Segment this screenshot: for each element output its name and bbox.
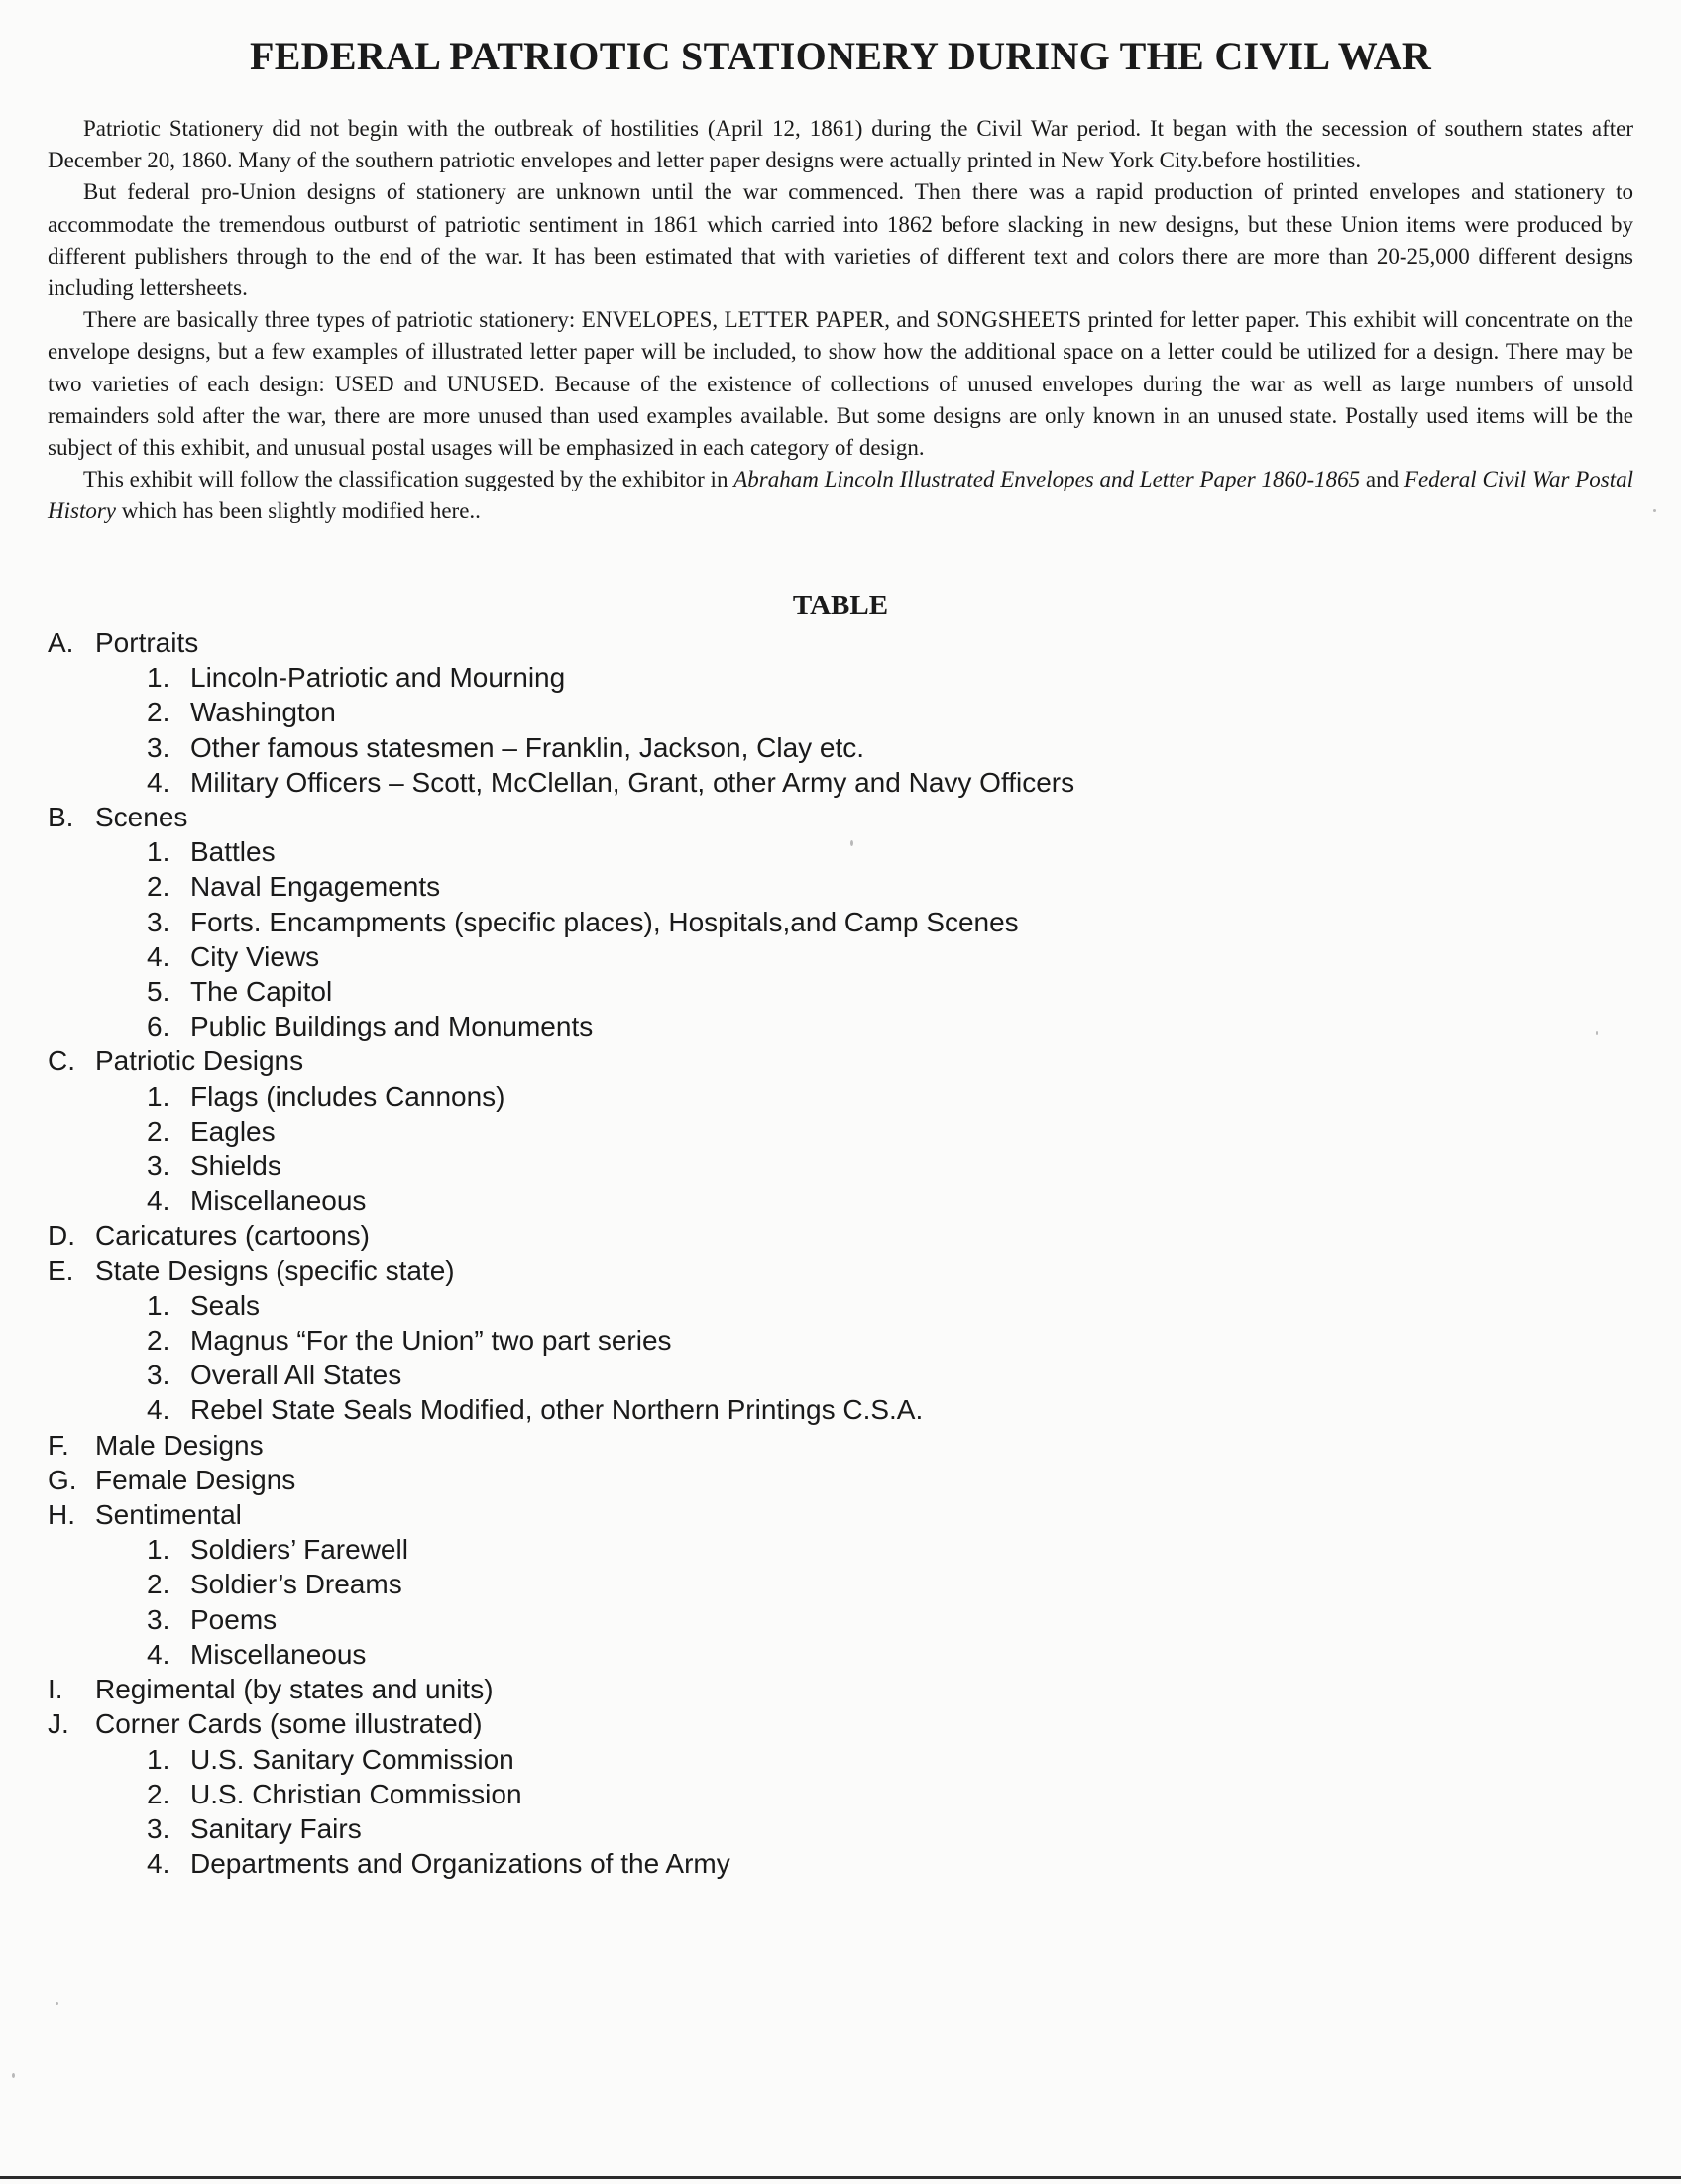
section-heading [48, 1497, 1633, 1532]
section-heading [48, 800, 1633, 834]
item-label: Departments and Organizations of the Army [190, 1848, 730, 1880]
item-label: Sanitary Fairs [190, 1812, 362, 1844]
list-item [48, 1323, 1633, 1358]
section-marker: D. [48, 1220, 75, 1252]
scan-speck [1653, 509, 1656, 512]
section-label: Scenes [95, 802, 188, 833]
item-label: Soldiers’ Farewell [190, 1534, 408, 1566]
item-number: 2. [147, 871, 170, 903]
item-label: Overall All States [190, 1360, 402, 1391]
item-number: 1. [147, 1080, 170, 1112]
section-label: State Designs (specific state) [95, 1255, 455, 1286]
subsection-list [48, 1532, 1633, 1672]
subsection-list [48, 1288, 1633, 1428]
list-item [48, 939, 1633, 974]
item-number: 4. [147, 766, 170, 798]
subsection-list [48, 834, 1633, 1043]
item-number: 3. [147, 731, 170, 763]
intro-paragraph: But federal pro-Union designs of stationery are unknown until the war commenced. Then there was a rapid production of printed envelopes and stationery to accommodate the tremendous outburst of patriotic sentiment in 1861 which carried into 1862 before slacking in new designs, but these Union items were produced by different publishers through to the end of the war. It has been estimated that with varieties of different text and colors there are more than 20-25,000 different designs including lettersheets. [48, 179, 1633, 301]
list-item [48, 905, 1633, 939]
list-item [48, 1567, 1633, 1601]
table-heading: TABLE [792, 590, 889, 621]
item-label: Naval Engagements [190, 871, 441, 903]
section-marker: C. [48, 1045, 75, 1077]
subsection-list [48, 660, 1633, 800]
item-label: Flags (includes Cannons) [190, 1080, 505, 1112]
item-label: U.S. Christian Commission [190, 1778, 522, 1809]
scan-speck [1596, 1031, 1598, 1035]
outline-section [48, 1497, 1633, 1672]
item-number: 2. [147, 1115, 170, 1147]
list-item [48, 1532, 1633, 1567]
item-label: Other famous statesmen – Franklin, Jackson, Clay etc. [190, 731, 865, 763]
item-number: 3. [147, 1603, 170, 1635]
item-number: 2. [147, 697, 170, 728]
outline-section [48, 1254, 1633, 1428]
scan-speck [850, 840, 853, 846]
section-heading [48, 1428, 1633, 1463]
item-label: Poems [190, 1603, 278, 1635]
subsection-list [48, 1742, 1633, 1882]
item-label: Miscellaneous [190, 1185, 367, 1217]
list-item [48, 1009, 1633, 1043]
item-number: 3. [147, 906, 170, 937]
section-marker: G. [48, 1464, 77, 1495]
list-item [48, 1846, 1633, 1881]
page-title: FEDERAL PATRIOTIC STATIONERY DURING THE CIVIL WAR [249, 34, 1432, 78]
subsection-list [48, 1079, 1633, 1219]
item-label: U.S. Sanitary Commission [190, 1743, 514, 1775]
list-item [48, 1742, 1633, 1777]
item-label: Battles [190, 836, 276, 868]
book-title: Federal Civil War Postal History [48, 467, 1633, 524]
section-heading [48, 1043, 1633, 1078]
list-item [48, 1183, 1633, 1218]
list-item [48, 834, 1633, 869]
item-number: 3. [147, 1360, 170, 1391]
section-label: Caricatures (cartoons) [95, 1220, 370, 1252]
section-label: Regimental (by states and units) [95, 1674, 494, 1705]
item-label: Lincoln-Patriotic and Mourning [190, 662, 566, 694]
outline-section [48, 1672, 1633, 1706]
item-label: Magnus “For the Union” two part series [190, 1325, 672, 1357]
section-marker: E. [48, 1255, 74, 1286]
section-marker: B. [48, 802, 74, 833]
item-number: 1. [147, 836, 170, 868]
item-number: 3. [147, 1812, 170, 1844]
section-heading [48, 1218, 1633, 1253]
item-label: Seals [190, 1289, 261, 1321]
list-item [48, 1777, 1633, 1811]
item-number: 4. [147, 1848, 170, 1880]
item-number: 4. [147, 1185, 170, 1217]
item-label: Rebel State Seals Modified, other Northern Printings C.S.A. [190, 1394, 924, 1426]
section-heading [48, 625, 1633, 660]
section-heading [48, 1672, 1633, 1706]
section-marker: H. [48, 1499, 75, 1531]
item-label: Miscellaneous [190, 1638, 367, 1670]
item-label: Eagles [190, 1115, 276, 1147]
item-number: 2. [147, 1569, 170, 1600]
list-item [48, 1637, 1633, 1672]
section-heading [48, 1254, 1633, 1288]
item-label: Washington [190, 697, 336, 728]
section-marker: A. [48, 627, 74, 658]
section-marker: J. [48, 1708, 69, 1740]
section-label: Male Designs [95, 1429, 264, 1461]
outline-section [48, 1706, 1633, 1881]
item-label: Military Officers – Scott, McClellan, Grant, other Army and Navy Officers [190, 766, 1075, 798]
item-label: Soldier’s Dreams [190, 1569, 402, 1600]
intro-text [48, 113, 1633, 528]
item-number: 6. [147, 1011, 170, 1042]
list-item [48, 1288, 1633, 1323]
item-number: 1. [147, 1289, 170, 1321]
paragraph-text: and [1360, 467, 1404, 492]
list-item [48, 1079, 1633, 1114]
list-item [48, 660, 1633, 695]
item-label: City Views [190, 940, 320, 972]
section-marker: F. [48, 1429, 69, 1461]
list-item [48, 1392, 1633, 1427]
item-number: 4. [147, 1638, 170, 1670]
intro-paragraph: There are basically three types of patriotic stationery: ENVELOPES, LETTER PAPER, and SONGSHEETS printed for letter paper. This exhibit will concentrate on the envelope designs, but a few examples of illustrated letter paper will be included, to show how the additional space on a letter could be utilized for a design. There may be two varieties of each design: USED and UNUSED. Because of the existence of collections of unused envelopes during the war as well as large numbers of unsold remainders sold after the war, there are more unused than used examples available. But some designs are only known in an unused state. Postally used items will be the subject of this exhibit, and unusual postal usages will be emphasized in each category of design. [48, 307, 1633, 461]
item-number: 2. [147, 1778, 170, 1809]
item-label: Forts. Encampments (specific places), Hospitals,and Camp Scenes [190, 906, 1019, 937]
scan-speck [12, 2073, 15, 2078]
item-label: The Capitol [190, 976, 333, 1008]
list-item [48, 695, 1633, 729]
book-title: Abraham Lincoln Illustrated Envelopes and Letter Paper 1860-1865 [733, 467, 1361, 492]
list-item [48, 1358, 1633, 1392]
section-label: Female Designs [95, 1464, 296, 1495]
outline-section [48, 1428, 1633, 1463]
item-number: 4. [147, 1394, 170, 1426]
paragraph-text: This exhibit will follow the classification suggested by the exhibitor in [83, 467, 734, 492]
paragraph-text: which has been slightly modified here.. [116, 498, 481, 524]
list-item [48, 730, 1633, 765]
item-label: Public Buildings and Monuments [190, 1011, 594, 1042]
section-marker: I. [48, 1674, 63, 1705]
section-label: Patriotic Designs [95, 1045, 304, 1077]
item-number: 1. [147, 1534, 170, 1566]
intro-paragraph [48, 464, 1633, 527]
list-item [48, 765, 1633, 800]
outline-section [48, 1218, 1633, 1253]
section-label: Portraits [95, 627, 199, 658]
list-item [48, 974, 1633, 1009]
classification-outline [48, 625, 1633, 1881]
section-label: Sentimental [95, 1499, 242, 1531]
section-heading [48, 1706, 1633, 1741]
section-heading [48, 1463, 1633, 1497]
outline-section [48, 800, 1633, 1043]
section-label: Corner Cards (some illustrated) [95, 1708, 483, 1740]
list-item [48, 869, 1633, 904]
item-number: 1. [147, 662, 170, 694]
item-number: 5. [147, 976, 170, 1008]
item-number: 4. [147, 940, 170, 972]
item-number: 3. [147, 1150, 170, 1182]
page-bottom-edge [0, 2176, 1681, 2179]
intro-paragraph: Patriotic Stationery did not begin with the outbreak of hostilities (April 12, 1861) during the Civil War period. It began with the secession of southern states after December 20, 1860. Many of the southern patriotic envelopes and letter paper designs were actually printed in New York City.before hostilities. [48, 116, 1633, 173]
item-number: 2. [147, 1325, 170, 1357]
item-number: 1. [147, 1743, 170, 1775]
scan-speck [56, 2002, 58, 2005]
list-item [48, 1811, 1633, 1846]
outline-section [48, 1043, 1633, 1218]
outline-section [48, 1463, 1633, 1497]
item-label: Shields [190, 1150, 281, 1182]
outline-section [48, 625, 1633, 800]
list-item [48, 1114, 1633, 1148]
list-item [48, 1148, 1633, 1183]
list-item [48, 1602, 1633, 1637]
